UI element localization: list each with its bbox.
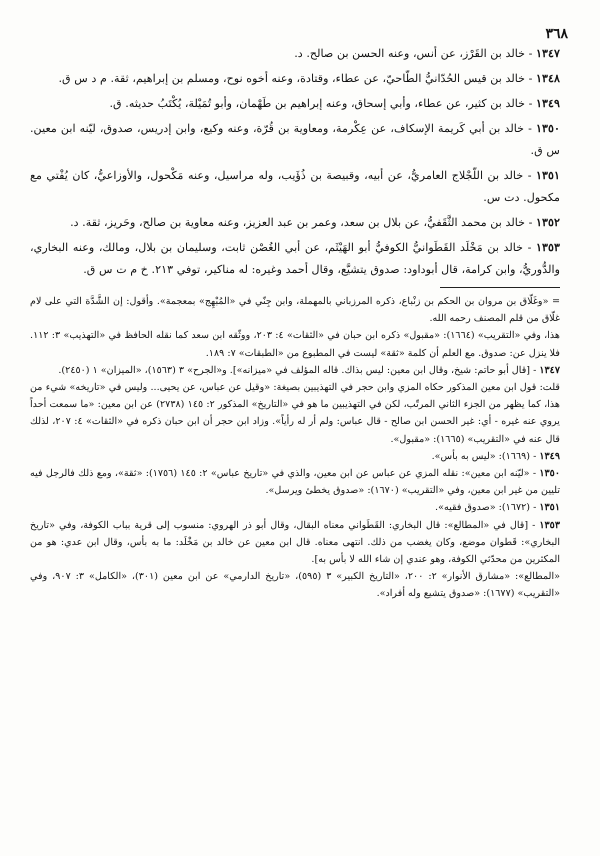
footnote [30,448,560,465]
narrator-entry [30,117,560,162]
footnote [30,362,560,379]
footnote [30,379,560,448]
footnotes [30,293,560,603]
entry-text: - خالد بن القَرْز، عن أنس، وعنه الحسن بن صالح. د. [294,47,536,60]
narrator-entry [30,211,560,234]
entry-number: ١٣٥٣ [535,240,560,254]
footnote-number: ١٣٤٩ [539,450,560,462]
footnote [30,517,560,569]
footnote-text: قلت: قول ابن معين المذكور حكاه المزي وابن حجر في التهذيبين بصيغة: «وقيل عن عباس، عن يحيى... وليس في «تاريخه» شيء من هذا، كما يظهر من الجزء الثاني المرتّب، لكن في التهذيبين ما هو في «التاريخ» المذكور ٢: ١٤٥ (٢٧٣٨) عن ابن معين: «ما سمعت أحداً يروي عنه غيره - أي: غير الحسن ابن صالح - قال عباس: ولم أر له رأياً». وزاد ابن حجر أن ابن حبان ذكره في «الثقات» ٤: ٢٠٧، لذلك قال عنه في «التقريب» (١٦٦٥): «مقبول». [30,382,560,445]
footnote-text: = «وغَلّاق بن مروان بن الحكم بن زنْباع، ذكره المرزباني بالمهملة، وابن جِنّي في «المُبْهِج» بمعجمة». وأقول: إن الشَّدَّة التي على لام غلّاق من قلم المصنف رحمه الله. [30,296,560,325]
footnote [30,293,560,327]
footnote-number: ١٣٥٠ [539,468,560,480]
entry-number: ١٣٥١ [535,168,560,182]
entry-text: - خالد بن مَخْلَد القَطَوانيُّ الكوفيُّ أبو الهَيْثَم، عن أبي الغُصْن ثابت، وسليمان بن بلال، ومالك، وعنه البخاري، والدُّوريُّ، وابن كرامة، قال أبوداود: صدوق يتشيَّع، وقال أحمد وغيره: له مناكير، توفي ٢١٣. خ م ت س ق. [30,241,560,276]
footnote [30,465,560,499]
footnote-text: - (١٦٧٢): «صدوق فقيه». [435,502,540,514]
narrator-entry [30,92,560,115]
footnote-text: - [قال في «المطالع»: قال البخاري: القَطَواني معناه البقال، وقال أبو ذر الهروي: منسوب إلى قرية بباب الكوفة، وفي «تاريخ البخاري»: قَطوان موضع، وكان يغضب من ذلك. انتهى معناه. قال ابن معين عن خالد بن مَخْلَد: ما به بأس، وقال ابن عدي: هو من المكثرين من محدّثي الكوفة، وهو عندي إن شاء الله لا بأس به]. [30,519,560,566]
footnote-number: ١٣٥١ [539,502,560,514]
page-number: ٣٦٨ [545,26,568,42]
entry-text: - خالد بن كثير، عن عطاء، وأبي إسحاق، وعنه إبراهيم بن طَهْمان، وأبو تُمَيْلة، يُكْتَبُ حديثه. ق. [109,97,536,110]
footnote-text: «المطالع»: «مشارق الأنوار» ٢: ٢٠٠، «التاريخ الكبير» ٣ (٥٩٥)، «تاريخ الدارمي» عن ابن معين (٣٠١)، «الكامل» ٣: ٩٠٧، وفي «التقريب» (١٦٧٧): «صدوق يتشيع وله أفراد». [30,571,560,600]
footnote-text: - [قال أبو حاتم: شيخ، وقال ابن معين: ليس بذاك. قاله المؤلف في «ميزانه»]. و«الجرح» ٣ (١٥٦٣)، «الميزان» ١ (٢٤٥٠). [58,364,540,376]
entry-text: - خالد بن اللّجْلاج العامريُّ، عن أبيه، وقبيصة بن ذُؤَيب، وله مراسيل، وعنه مَكْحول، والأوزاعيُّ، كان يُفْتي مع مكحول. دت س. [30,169,560,204]
footnote-text: - (١٦٦٩): «ليس به بأس». [431,450,540,462]
entry-number: ١٣٥٠ [535,121,560,135]
main-entries [30,42,560,281]
narrator-entry [30,164,560,209]
entry-number: ١٣٤٧ [535,46,560,60]
footnote-number: ١٣٥٣ [539,519,560,531]
footnote-number: ١٣٤٧ [539,364,560,376]
narrator-entry [30,236,560,281]
entry-text: - خالد بن أبي كَريمة الإسكاف، عن عِكْرمة، ومعاوية بن قُرّة، وعنه وكيع، وابن إدريس، صدوق، ليّنه ابن معين. س ق. [30,122,560,157]
footnote [30,327,560,361]
footnote [30,499,560,516]
entry-number: ١٣٤٨ [535,71,560,85]
narrator-entry [30,42,560,65]
entry-number: ١٣٤٩ [535,96,560,110]
footnote-text: - «ليّنه ابن معين»: نقله المزي عن عباس عن ابن معين، والذي في «تاريخ عباس» ٢: ١٤٥ (١٧٥٦): «ثقة»، ومع ذلك فالرجل فيه تليين من غير ابن معين، وفي «التقريب» (١٦٧٠): «صدوق يخطئ ويرسل». [30,468,560,497]
footnote-text: هذا، وفي «التقريب» (١٦٦٤): «مقبول» ذكره ابن حبان في «الثقات» ٤: ٢٠٣، ووثّقه ابن سعد كما نقله الحافظ في «التهذيب» ٣: ١١٢. فلا ينزل عن: صدوق. مع العلم أن كلمة «ثقة» ليست في المطبوع من «الطبقات» ٧: ١٨٩. [30,330,560,359]
entry-number: ١٣٥٢ [535,215,560,229]
entry-text: - خالد بن محمد الثَّقَفيُّ، عن بلال بن سعد، وعمر بن عبد العزيز، وعنه معاوية بن صالح، وحَريز، ثقة. د. [70,216,536,229]
narrator-entry [30,67,560,90]
footnote [30,568,560,602]
entry-text: - خالد بن قيس الحُدّانيُّ الطّاحيّ، عن عطاء، وقتادة، وعنه أخوه نوح، ومسلم بن إبراهيم، ثقة. م د س ق. [58,72,536,85]
footnote-separator [440,287,560,288]
